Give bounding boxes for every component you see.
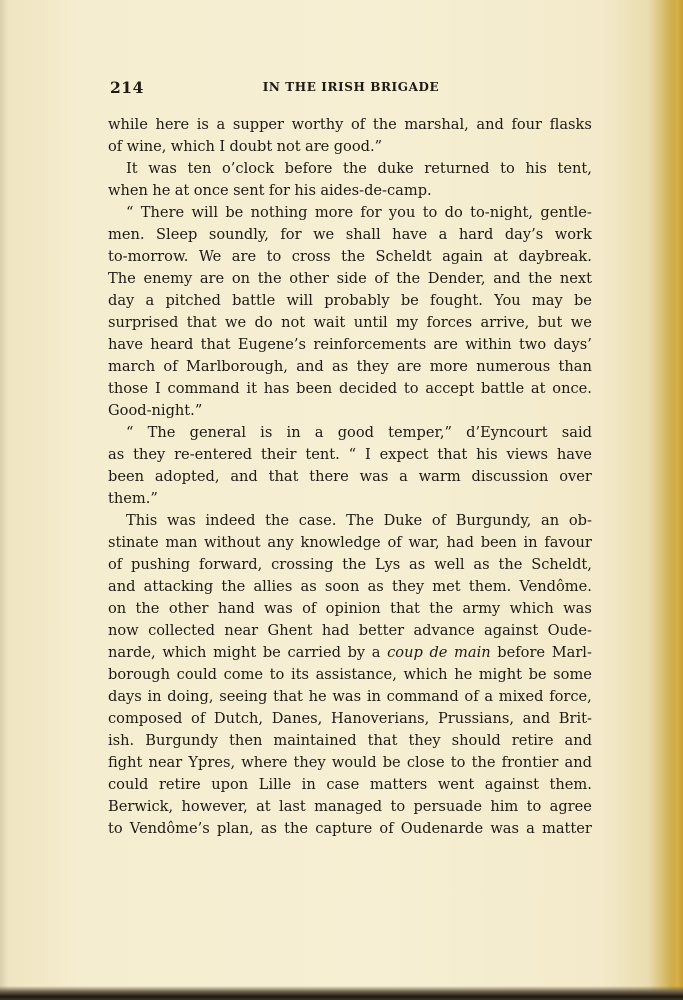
text-line: It was ten o’clock before the duke returned to his tent, xyxy=(126,160,592,177)
text-line: now collected near Ghent had better advance against Oude- xyxy=(108,622,592,639)
page-number: 214 xyxy=(110,78,144,97)
text-line: march of Marlborough, and as they are more numerous than xyxy=(108,358,592,375)
text-line: to Vendôme’s plan, as the capture of Oudenarde was a matter xyxy=(108,820,592,837)
text-line: This was indeed the case. The Duke of Burgundy, an ob- xyxy=(126,512,592,529)
page-left-edge xyxy=(0,0,8,1000)
text-line: men. Sleep soundly, for we shall have a hard day’s work xyxy=(108,226,592,243)
text-line: been adopted, and that there was a warm discussion over xyxy=(108,468,592,485)
text-line: while here is a supper worthy of the marshal, and four flasks xyxy=(108,116,592,133)
text-line: and attacking the allies as soon as they met them. Vendôme. xyxy=(108,578,592,595)
text-line: narde, which might be carried by a coup de main before Marl- xyxy=(108,644,592,661)
text-line: Good-night.” xyxy=(108,402,203,419)
text-line: could retire upon Lille in case matters went against them. xyxy=(108,776,592,793)
text-line: them.” xyxy=(108,490,158,507)
text-line: days in doing, seeing that he was in command of a mixed force, xyxy=(108,688,592,705)
text-line: “ There will be nothing more for you to do to-night, gentle- xyxy=(126,204,592,221)
text-line: borough could come to its assistance, which he might be some xyxy=(108,666,592,683)
text-line: “ The general is in a good temper,” d’Eyncourt said xyxy=(126,424,592,441)
text-line: have heard that Eugene’s reinforcements are within two days’ xyxy=(108,336,592,353)
text-line: as they re-entered their tent. “ I expect that his views have xyxy=(108,446,592,463)
running-head: IN THE IRISH BRIGADE xyxy=(262,80,440,94)
text-line: those I command it has been decided to accept battle at once. xyxy=(108,380,592,397)
text-line: of pushing forward, crossing the Lys as well as the Scheldt, xyxy=(108,556,592,573)
text-line: surprised that we do not wait until my forces arrive, but we xyxy=(108,314,592,331)
text-line: when he at once sent for his aides-de-camp. xyxy=(108,182,432,199)
text-line: ish. Burgundy then maintained that they should retire and xyxy=(108,732,592,749)
page-header xyxy=(110,78,592,98)
page-gilt-edge xyxy=(669,0,683,1000)
text-line: stinate man without any knowledge of war, had been in favour xyxy=(108,534,592,551)
text-line: composed of Dutch, Danes, Hanoverians, Prussians, and Brit- xyxy=(108,710,592,727)
text-line: Berwick, however, at last managed to persuade him to agree xyxy=(108,798,592,815)
body-text xyxy=(108,114,592,840)
text-line: of wine, which I doubt not are good.” xyxy=(108,138,383,155)
page-bottom-shadow xyxy=(0,986,683,1000)
text-line: day a pitched battle will probably be fought. You may be xyxy=(108,292,592,309)
text-line: fight near Ypres, where they would be close to the frontier and xyxy=(108,754,592,771)
text-line: to-morrow. We are to cross the Scheldt again at daybreak. xyxy=(108,248,592,265)
text-line: The enemy are on the other side of the Dender, and the next xyxy=(108,270,592,287)
text-line: on the other hand was of opinion that the army which was xyxy=(108,600,592,617)
